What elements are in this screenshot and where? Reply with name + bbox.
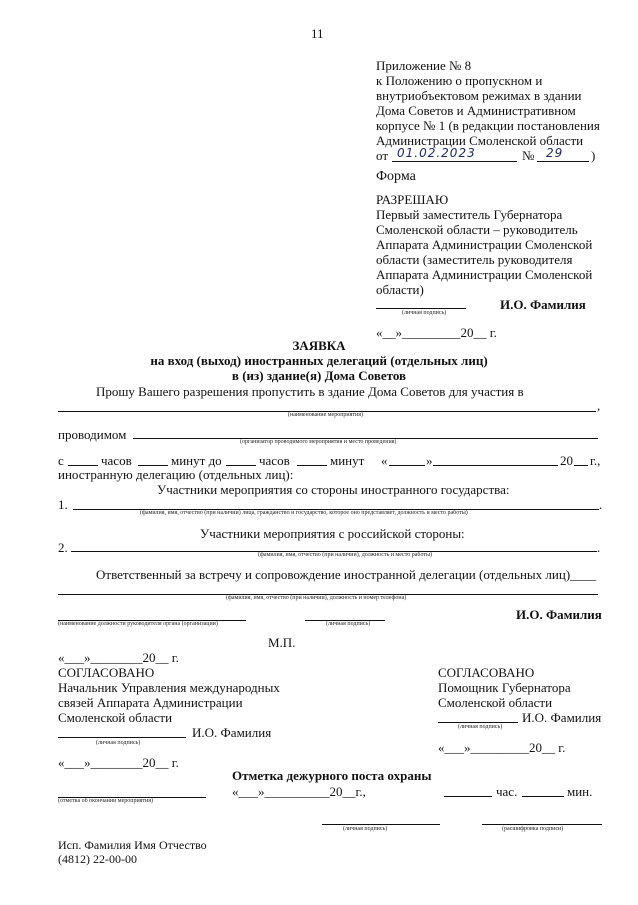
executor-name: Исп. Фамилия Имя Отчество bbox=[58, 838, 207, 852]
request-intro: Прошу Вашего разрешения пропустить в здание Дома Советов для участия в bbox=[96, 384, 524, 399]
approve-line-2: Смоленской области – руководитель bbox=[376, 222, 578, 237]
day-line bbox=[389, 465, 425, 466]
organizer-caption: (организатор проводимого мероприятия и место проведения) bbox=[240, 439, 397, 445]
appendix-line-3: внутриобъектовом режимах в здании bbox=[376, 88, 582, 103]
agreed-right-name: И.О. Фамилия bbox=[522, 710, 602, 725]
guard-hours-line bbox=[444, 796, 492, 797]
request-subtitle-1: на вход (выход) иностранных делегаций (отдельных лиц) bbox=[150, 353, 488, 368]
year-line bbox=[574, 465, 588, 466]
appendix-line-5: корпусе № 1 (в редакции постановления bbox=[376, 118, 600, 133]
approve-signature-line bbox=[376, 308, 466, 309]
minutes-to-label: минут до bbox=[171, 453, 222, 468]
hours-to-line bbox=[226, 465, 256, 466]
executor-phone: (4812) 22-00-00 bbox=[58, 852, 137, 866]
russian-caption: (фамилия, имя, отчество (при наличии), должность и место работы) bbox=[258, 552, 433, 558]
approve-line-1: Первый заместитель Губернатора bbox=[376, 207, 563, 222]
form-label: Форма bbox=[376, 169, 416, 184]
date-close-quote: » bbox=[426, 453, 433, 468]
month-line bbox=[433, 465, 558, 466]
guard-date: «___»__________20__г., bbox=[232, 784, 366, 799]
agreed-left-title: СОГЛАСОВАНО bbox=[58, 665, 155, 680]
guard-minutes-line bbox=[522, 796, 564, 797]
guard-decode-line bbox=[482, 824, 602, 825]
date-open-quote: « bbox=[381, 453, 388, 468]
appendix-from-label: от bbox=[376, 148, 389, 163]
guard-signature-line bbox=[322, 824, 440, 825]
head-position-caption: (наименование должности руководителя органа (организации) bbox=[58, 621, 218, 627]
appendix-line-6: Администрации Смоленской области bbox=[376, 133, 584, 148]
approve-line-4: области (заместитель руководителя bbox=[376, 252, 573, 267]
appendix-line-4: Дома Советов и Административном bbox=[376, 103, 576, 118]
appendix-line-1: Приложение № 8 bbox=[376, 58, 472, 73]
appendix-number-label: № bbox=[522, 148, 535, 163]
agreed-left-line-2: связей Аппарата Администрации bbox=[58, 695, 243, 710]
guard-title: Отметка дежурного поста охраны bbox=[232, 768, 432, 783]
agreed-right-signature-line bbox=[438, 722, 518, 723]
agreed-left-date: «___»________20__ г. bbox=[58, 755, 179, 770]
hours-label: часов bbox=[101, 453, 132, 468]
appendix-close-paren: ) bbox=[591, 148, 596, 163]
hours-to-label: часов bbox=[259, 453, 290, 468]
russian-period: . bbox=[597, 540, 601, 555]
delegation-text: иностранную делегацию (отдельных лиц): bbox=[58, 467, 294, 482]
foreign-period: . bbox=[599, 497, 603, 512]
russian-item-number: 2. bbox=[58, 540, 68, 555]
appendix-date-handwritten: 01.02.2023 bbox=[397, 146, 476, 160]
agreed-right-line-2: Смоленской области bbox=[438, 695, 553, 710]
approve-signature-caption: (личная подпись) bbox=[402, 310, 447, 316]
agreed-left-line-3: Смоленской области bbox=[58, 710, 173, 725]
appendix-number-handwritten: 29 bbox=[546, 146, 564, 160]
foreign-caption: (фамилия, имя, отчество (при наличии) лица, гражданство и государство, которое оно представляет, должность и место работы) bbox=[140, 510, 468, 516]
approve-date: «__»_________20__ г. bbox=[376, 325, 497, 340]
guard-end-caption: (отметка об окончании мероприятия) bbox=[58, 798, 154, 804]
approve-line-3: Аппарата Администрации Смоленской bbox=[376, 237, 593, 252]
minutes-label: минут bbox=[330, 453, 365, 468]
guard-hours-label: час. bbox=[496, 784, 518, 799]
year-prefix: 20 bbox=[560, 453, 573, 468]
agreed-right-line-1: Помощник Губернатора bbox=[438, 680, 571, 695]
request-subtitle-2: в (из) здание(я) Дома Советов bbox=[231, 368, 407, 383]
appendix-date-line bbox=[392, 161, 517, 162]
page-number: 11 bbox=[311, 26, 324, 41]
guard-decode-caption: (расшифровка подписи) bbox=[502, 826, 564, 832]
foreign-heading: Участники мероприятия со стороны иностранного государства: bbox=[157, 482, 510, 497]
event-comma: , bbox=[597, 398, 601, 413]
agreed-left-name: И.О. Фамилия bbox=[192, 725, 272, 740]
year-suffix: г., bbox=[590, 453, 601, 468]
responsible-caption: (фамилия, имя, отчество (при наличии), должность и номер телефона) bbox=[226, 595, 407, 601]
agreed-left-line-1: Начальник Управления международных bbox=[58, 680, 280, 695]
minutes-from-line bbox=[138, 465, 168, 466]
responsible-text: Ответственный за встречу и сопровождение иностранной делегации (отдельных лиц)____ bbox=[96, 567, 597, 582]
guard-minutes-label: мин. bbox=[567, 784, 593, 799]
appendix-number-line bbox=[537, 161, 589, 162]
agreed-right-date: «___»_________20__ г. bbox=[438, 740, 566, 755]
approve-line-6: области) bbox=[376, 282, 424, 297]
held-by-label: проводимом bbox=[58, 427, 127, 442]
agreed-right-signature-caption: (личная подпись) bbox=[458, 724, 503, 730]
request-date: «___»________20__ г. bbox=[58, 650, 179, 665]
guard-signature-caption: (личная подпись) bbox=[343, 826, 388, 832]
minutes-to-line bbox=[297, 465, 327, 466]
agreed-left-signature-caption: (личная подпись) bbox=[96, 740, 141, 746]
event-caption: (наименование мероприятия) bbox=[288, 412, 363, 418]
approve-name: И.О. Фамилия bbox=[500, 297, 586, 312]
russian-heading: Участники мероприятия с российской стороны: bbox=[200, 526, 465, 541]
hours-from-line bbox=[68, 465, 98, 466]
head-name: И.О. Фамилия bbox=[516, 607, 602, 622]
agreed-right-title: СОГЛАСОВАНО bbox=[438, 665, 535, 680]
approve-line-5: Аппарата Администрации Смоленской bbox=[376, 267, 593, 282]
foreign-item-number: 1. bbox=[58, 497, 68, 512]
head-signature-caption: (личная подпись) bbox=[326, 621, 371, 627]
time-from-label: с bbox=[58, 453, 64, 468]
approve-title: РАЗРЕШАЮ bbox=[376, 192, 449, 207]
stamp-label: М.П. bbox=[268, 635, 296, 650]
appendix-line-2: к Положению о пропускном и bbox=[376, 73, 543, 88]
request-title: ЗАЯВКА bbox=[292, 338, 346, 353]
agreed-left-signature-line bbox=[58, 737, 186, 738]
